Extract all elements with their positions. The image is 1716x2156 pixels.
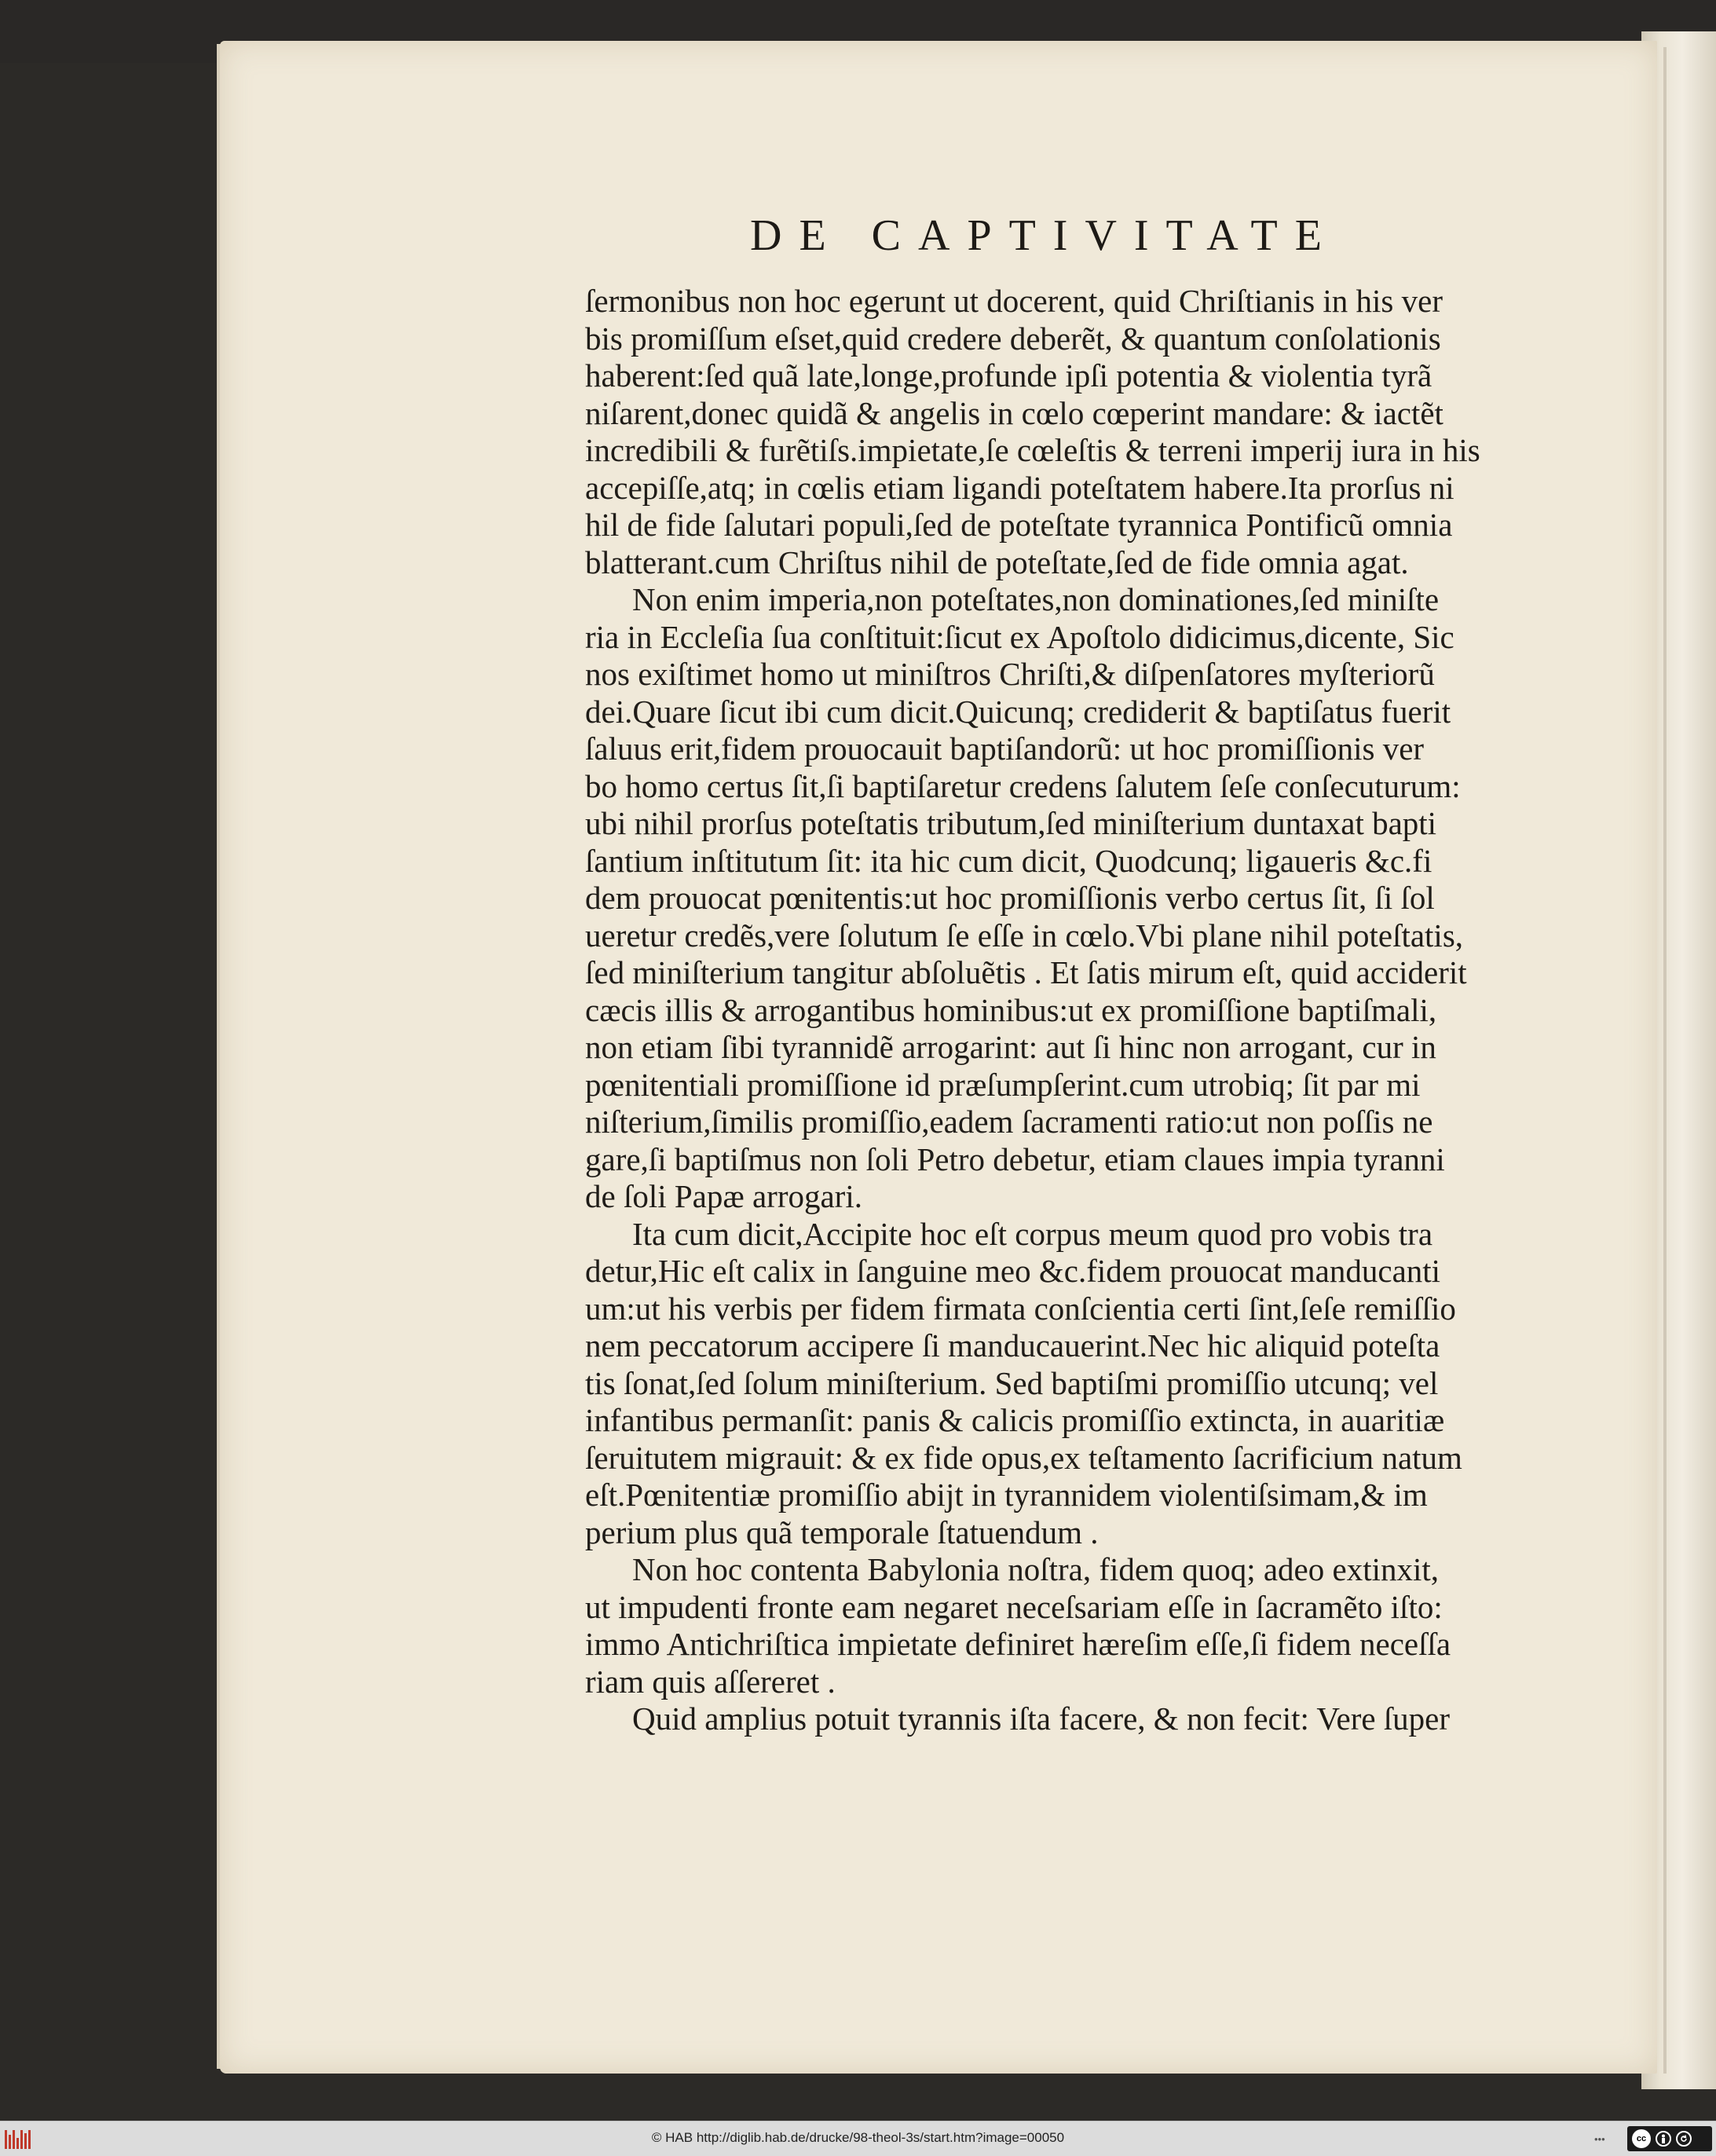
text-line: hil de fide ſalutari populi,ſed de poteſtate tyrannica Pontificũ omnia bbox=[585, 507, 1453, 543]
text-line: ſaluus erit,fidem prouocauit baptiſandorũ: ut hoc promiſſionis ver bbox=[585, 730, 1425, 767]
text-line: perium plus quã temporale ſtatuendum . bbox=[585, 1514, 1099, 1550]
text-line: dei.Quare ſicut ibi cum dicit.Quicunq; crediderit & baptiſatus fuerit bbox=[585, 693, 1451, 730]
copyright-link[interactable]: © HAB http://diglib.hab.de/drucke/98-theol-3s/start.htm?image=00050 bbox=[651, 2130, 1065, 2145]
text-line: ut impudenti fronte eam negaret neceſsariam eſſe in ſacramẽto iſto: bbox=[585, 1588, 1443, 1625]
text-line: pœnitentiali promiſſione id præſumpſerint.cum utrobiq; ſit par mi bbox=[585, 1066, 1421, 1103]
text-line: ubi nihil prorſus poteſtatis tributum,ſed miniſterium duntaxat bapti bbox=[585, 805, 1437, 841]
text-line: incredibili & furẽtiſs.impietate,ſe cœleſtis & terreni imperij iura in his bbox=[585, 432, 1480, 468]
text-line: Non hoc contenta Babylonia noſtra, fidem quoq; adeo extinxit, bbox=[632, 1551, 1440, 1587]
text-line: blatterant.cum Chriſtus nihil de poteſtate,ſed de fide omnia agat. bbox=[585, 544, 1409, 580]
text-line: ſantium inſtitutum ſit: ita hic cum dicit, Quodcunq; ligaueris &c.fi bbox=[585, 842, 1432, 879]
text-line: niſarent,donec quidã & angelis in cœlo cœperint mandare: & iactẽt bbox=[585, 394, 1443, 431]
text-line: accepiſſe,atq; in cœlis etiam ligandi poteſtatem habere.Ita prorſus ni bbox=[585, 469, 1454, 506]
text-line: riam quis aſſereret . bbox=[585, 1663, 836, 1700]
text-line: non etiam ſibi tyrannidẽ arrogarint: aut ſi hinc non arrogant, cur in bbox=[585, 1029, 1436, 1065]
text-line: eſt.Pœnitentiæ promiſſio abijt in tyrannidem violentiſsimam,& im bbox=[585, 1477, 1428, 1513]
text-line: gare,ſi baptiſmus non ſoli Petro debetur, etiam claues impia tyranni bbox=[585, 1140, 1445, 1177]
text-line: ſermonibus non hoc egerunt ut docerent, quid Chriſtianis in his ver bbox=[585, 283, 1443, 319]
page-indicator: ••• bbox=[1594, 2133, 1605, 2145]
text-line: bis promiſſum eſset,quid credere deberẽt, & quantum conſolationis bbox=[585, 320, 1441, 357]
text-line: haberent:ſed quã late,longe,profunde ipſi potentia & violentia tyrã bbox=[585, 357, 1432, 393]
text-line: ria in Eccleſia ſua conſtituit:ſicut ex Apoſtolo didicimus,dicente, Sic bbox=[585, 618, 1454, 655]
text-line: niſterium,ſimilis promiſſio,eadem ſacramenti ratio:ut non poſſis ne bbox=[585, 1104, 1433, 1140]
text-line: cæcis illis & arrogantibus hominibus:ut ex promiſſione baptiſmali, bbox=[585, 991, 1437, 1028]
text-line: Quid amplius potuit tyrannis iſta facere, & non fecit: Vere ſuper bbox=[632, 1700, 1451, 1737]
cc-icon: cc bbox=[1632, 2129, 1651, 2148]
text-line: nem peccatorum accipere ſi manducauerint.Nec hic aliquid poteſta bbox=[585, 1327, 1440, 1364]
text-line: ſed miniſterium tangitur abſoluẽtis . Et ſatis mirum eſt, quid acciderit bbox=[585, 954, 1467, 990]
cc-license-badge[interactable] bbox=[1627, 2126, 1712, 2151]
text-line: tis ſonat,ſed ſolum miniſterium. Sed baptiſmi promiſſio utcunq; vel bbox=[585, 1364, 1439, 1401]
viewer-footer bbox=[0, 2121, 1716, 2156]
body-text bbox=[585, 283, 1582, 1738]
text-line: ueretur credẽs,vere ſolutum ſe eſſe in cœlo.Vbi plane nihil poteſtatis, bbox=[585, 917, 1464, 954]
text-line: de ſoli Papæ arrogari. bbox=[585, 1178, 862, 1214]
by-icon bbox=[1656, 2131, 1671, 2147]
text-line: nos exiſtimet homo ut miniſtros Chriſti,& diſpenſatores myſteriorũ bbox=[585, 656, 1435, 692]
running-head: DE CAPTIVITATE bbox=[750, 211, 1339, 260]
text-line: bo homo certus ſit,ſi baptiſaretur credens ſalutem ſeſe conſecuturum: bbox=[585, 767, 1461, 804]
page-stack-line bbox=[1663, 47, 1667, 2074]
text-line: Non enim imperia,non poteſtates,non dominationes,ſed miniſte bbox=[632, 581, 1440, 617]
text-line: Ita cum dicit,Accipite hoc eſt corpus meum quod pro vobis tra bbox=[632, 1215, 1433, 1252]
sa-icon bbox=[1676, 2131, 1692, 2147]
text-line: ſeruitutem migrauit: & ex fide opus,ex teſtamento ſacrificium natum bbox=[585, 1439, 1462, 1476]
text-line: detur,Hic eſt calix in ſanguine meo &c.fidem prouocat manducanti bbox=[585, 1253, 1441, 1289]
text-line: infantibus permanſit: panis & calicis promiſſio extincta, in auaritiæ bbox=[585, 1402, 1445, 1438]
text-line: dem prouocat pœnitentis:ut hoc promiſſionis verbo certus ſit, ſi ſol bbox=[585, 880, 1435, 916]
text-line: um:ut his verbis per fidem firmata conſcientia certi ſint,ſeſe remiſſio bbox=[585, 1290, 1456, 1327]
text-line: immo Antichriſtica impietate definiret hæreſim eſſe,ſi fidem neceſſa bbox=[585, 1626, 1451, 1662]
